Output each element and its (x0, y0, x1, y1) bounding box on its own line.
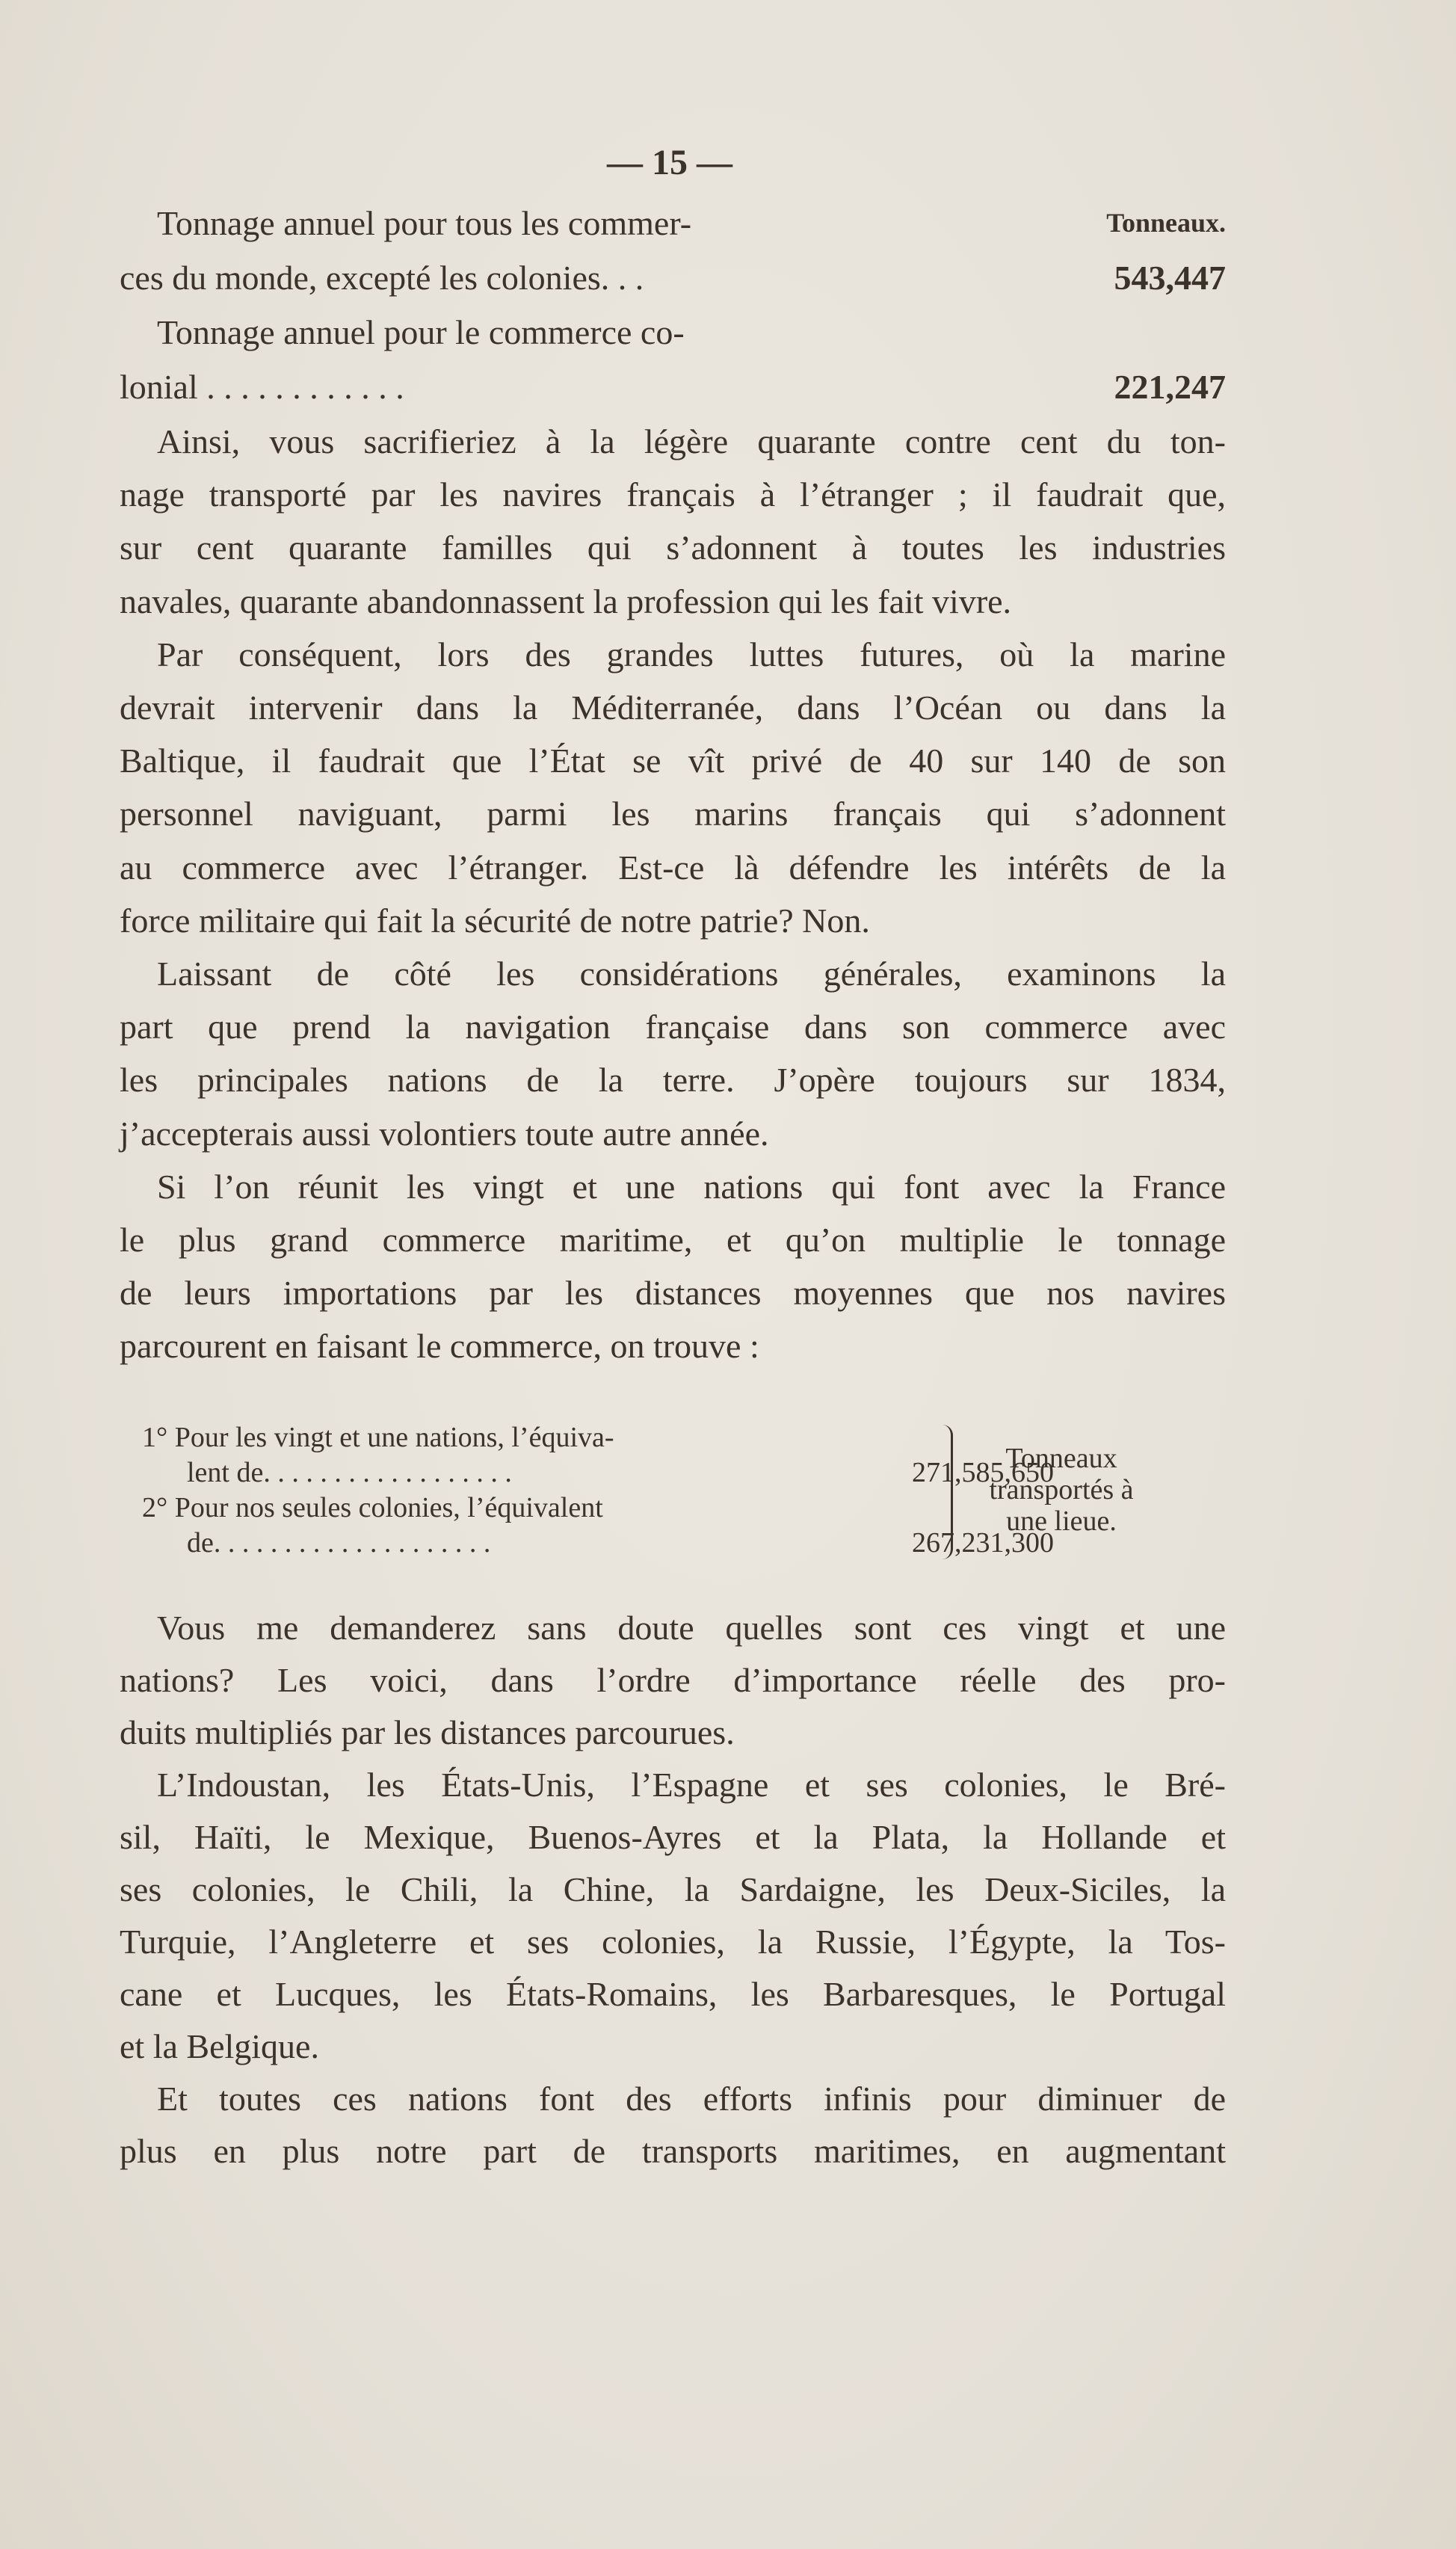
text-line: cane et Lucques, les États-Romains, les Barbaresques, le Portugal (120, 1975, 1226, 2013)
text-line: Vous me demanderez sans doute quelles sont ces vingt et une (157, 1609, 1226, 1647)
text-line: Laissant de côté les considérations générales, examinons la (157, 955, 1226, 993)
table-row (120, 305, 1226, 360)
table-row (120, 360, 1226, 414)
paragraph (120, 1759, 1226, 2073)
text-line: navales, quarante abandonnassent la profession qui les fait vivre. (120, 582, 1012, 620)
unit-line: transportés à (989, 1474, 1134, 1505)
row-label: lent de. . . . . . . . . . . . . . . . . . (187, 1457, 512, 1488)
table-row (120, 196, 1226, 250)
text-line: sil, Haïti, le Mexique, Buenos-Ayres et la Plata, la Hollande et (120, 1818, 1226, 1856)
row-label: Tonnage annuel pour le commerce co- (157, 313, 685, 351)
text-line: le plus grand commerce maritime, et qu’on multiplie le tonnage (120, 1221, 1226, 1260)
text-line: L’Indoustan, les États-Unis, l’Espagne et ses colonies, le Bré- (157, 1766, 1226, 1804)
text-line: de leurs importations par les distances moyennes que nos navires (120, 1274, 1226, 1313)
unit-note (972, 1443, 1151, 1537)
table-row (120, 250, 1226, 305)
row-label: lonial . . . . . . . . . . . . (120, 368, 404, 406)
row-value: 543,447 (1114, 259, 1226, 297)
row-label: ces du monde, excepté les colonies. . . (120, 259, 644, 297)
tonnage-table (120, 196, 1226, 414)
body-text-upper (120, 415, 1226, 1373)
text-line: et la Belgique. (120, 2027, 319, 2065)
paragraph (120, 415, 1226, 628)
row-label: de. . . . . . . . . . . . . . . . . . . . (187, 1527, 491, 1559)
text-line: Par conséquent, lors des grandes luttes futures, où la marine (157, 635, 1226, 674)
unit-line: Tonneaux (1005, 1443, 1117, 1474)
body-text-lower (120, 1602, 1226, 2177)
text-line: part que prend la navigation française dans son commerce avec (120, 1008, 1226, 1047)
text-line: personnel naviguant, parmi les marins français qui s’adonnent (120, 795, 1226, 833)
text-line: ses colonies, le Chili, la Chine, la Sardaigne, les Deux-Siciles, la (120, 1870, 1226, 1908)
unit-label: Tonneaux. (1106, 208, 1226, 238)
row-value: 271,585,650 (912, 1457, 1054, 1488)
text-line: duits multipliés par les distances parcourues. (120, 1713, 735, 1751)
text-line: les principales nations de la terre. J’opère toujours sur 1834, (120, 1061, 1226, 1100)
paragraph (120, 1160, 1226, 1373)
text-line: sur cent quarante familles qui s’adonnent à toutes les industries (120, 528, 1226, 567)
text-line: au commerce avec l’étranger. Est-ce là défendre les intérêts de la (120, 848, 1226, 887)
text-line: j’accepterais aussi volontiers toute autre année. (120, 1114, 769, 1153)
text-line: nations? Les voici, dans l’ordre d’importance réelle des pro- (120, 1661, 1226, 1699)
unit-line: une lieue. (1006, 1505, 1117, 1537)
row-label: Tonnage annuel pour tous les commer- (157, 204, 692, 242)
text-line: nage transporté par les navires français à l’étranger ; il faudrait que, (120, 475, 1226, 514)
row-value: 221,247 (1114, 368, 1226, 406)
paragraph (120, 2073, 1226, 2177)
paragraph (120, 1602, 1226, 1759)
text-line: Si l’on réunit les vingt et une nations qui font avec la France (157, 1167, 1226, 1206)
row-label: 1° Pour les vingt et une nations, l’équiva- (142, 1422, 614, 1453)
brace (940, 1425, 953, 1559)
text-line: Turquie, l’Angleterre et ses colonies, la Russie, l’Égypte, la Tos- (120, 1923, 1226, 1961)
page-number: — 15 — (607, 143, 732, 182)
distance-table (142, 1420, 1188, 1561)
paragraph (120, 628, 1226, 947)
text-line: devrait intervenir dans la Méditerranée, dans l’Océan ou dans la (120, 688, 1226, 727)
row-label: 2° Pour nos seules colonies, l’équivalent (142, 1492, 603, 1523)
text-line: force militaire qui fait la sécurité de notre patrie? Non. (120, 901, 870, 940)
paragraph (120, 947, 1226, 1160)
text-line: parcourent en faisant le commerce, on trouve : (120, 1327, 759, 1366)
text-line: Et toutes ces nations font des efforts infinis pour diminuer de (157, 2080, 1226, 2118)
text-line: Baltique, il faudrait que l’État se vît privé de 40 sur 140 de son (120, 742, 1226, 780)
text-line: plus en plus notre part de transports maritimes, en augmentant (120, 2132, 1226, 2170)
row-value: 267,231,300 (912, 1527, 1054, 1559)
text-line: Ainsi, vous sacrifieriez à la légère quarante contre cent du ton- (157, 422, 1226, 460)
